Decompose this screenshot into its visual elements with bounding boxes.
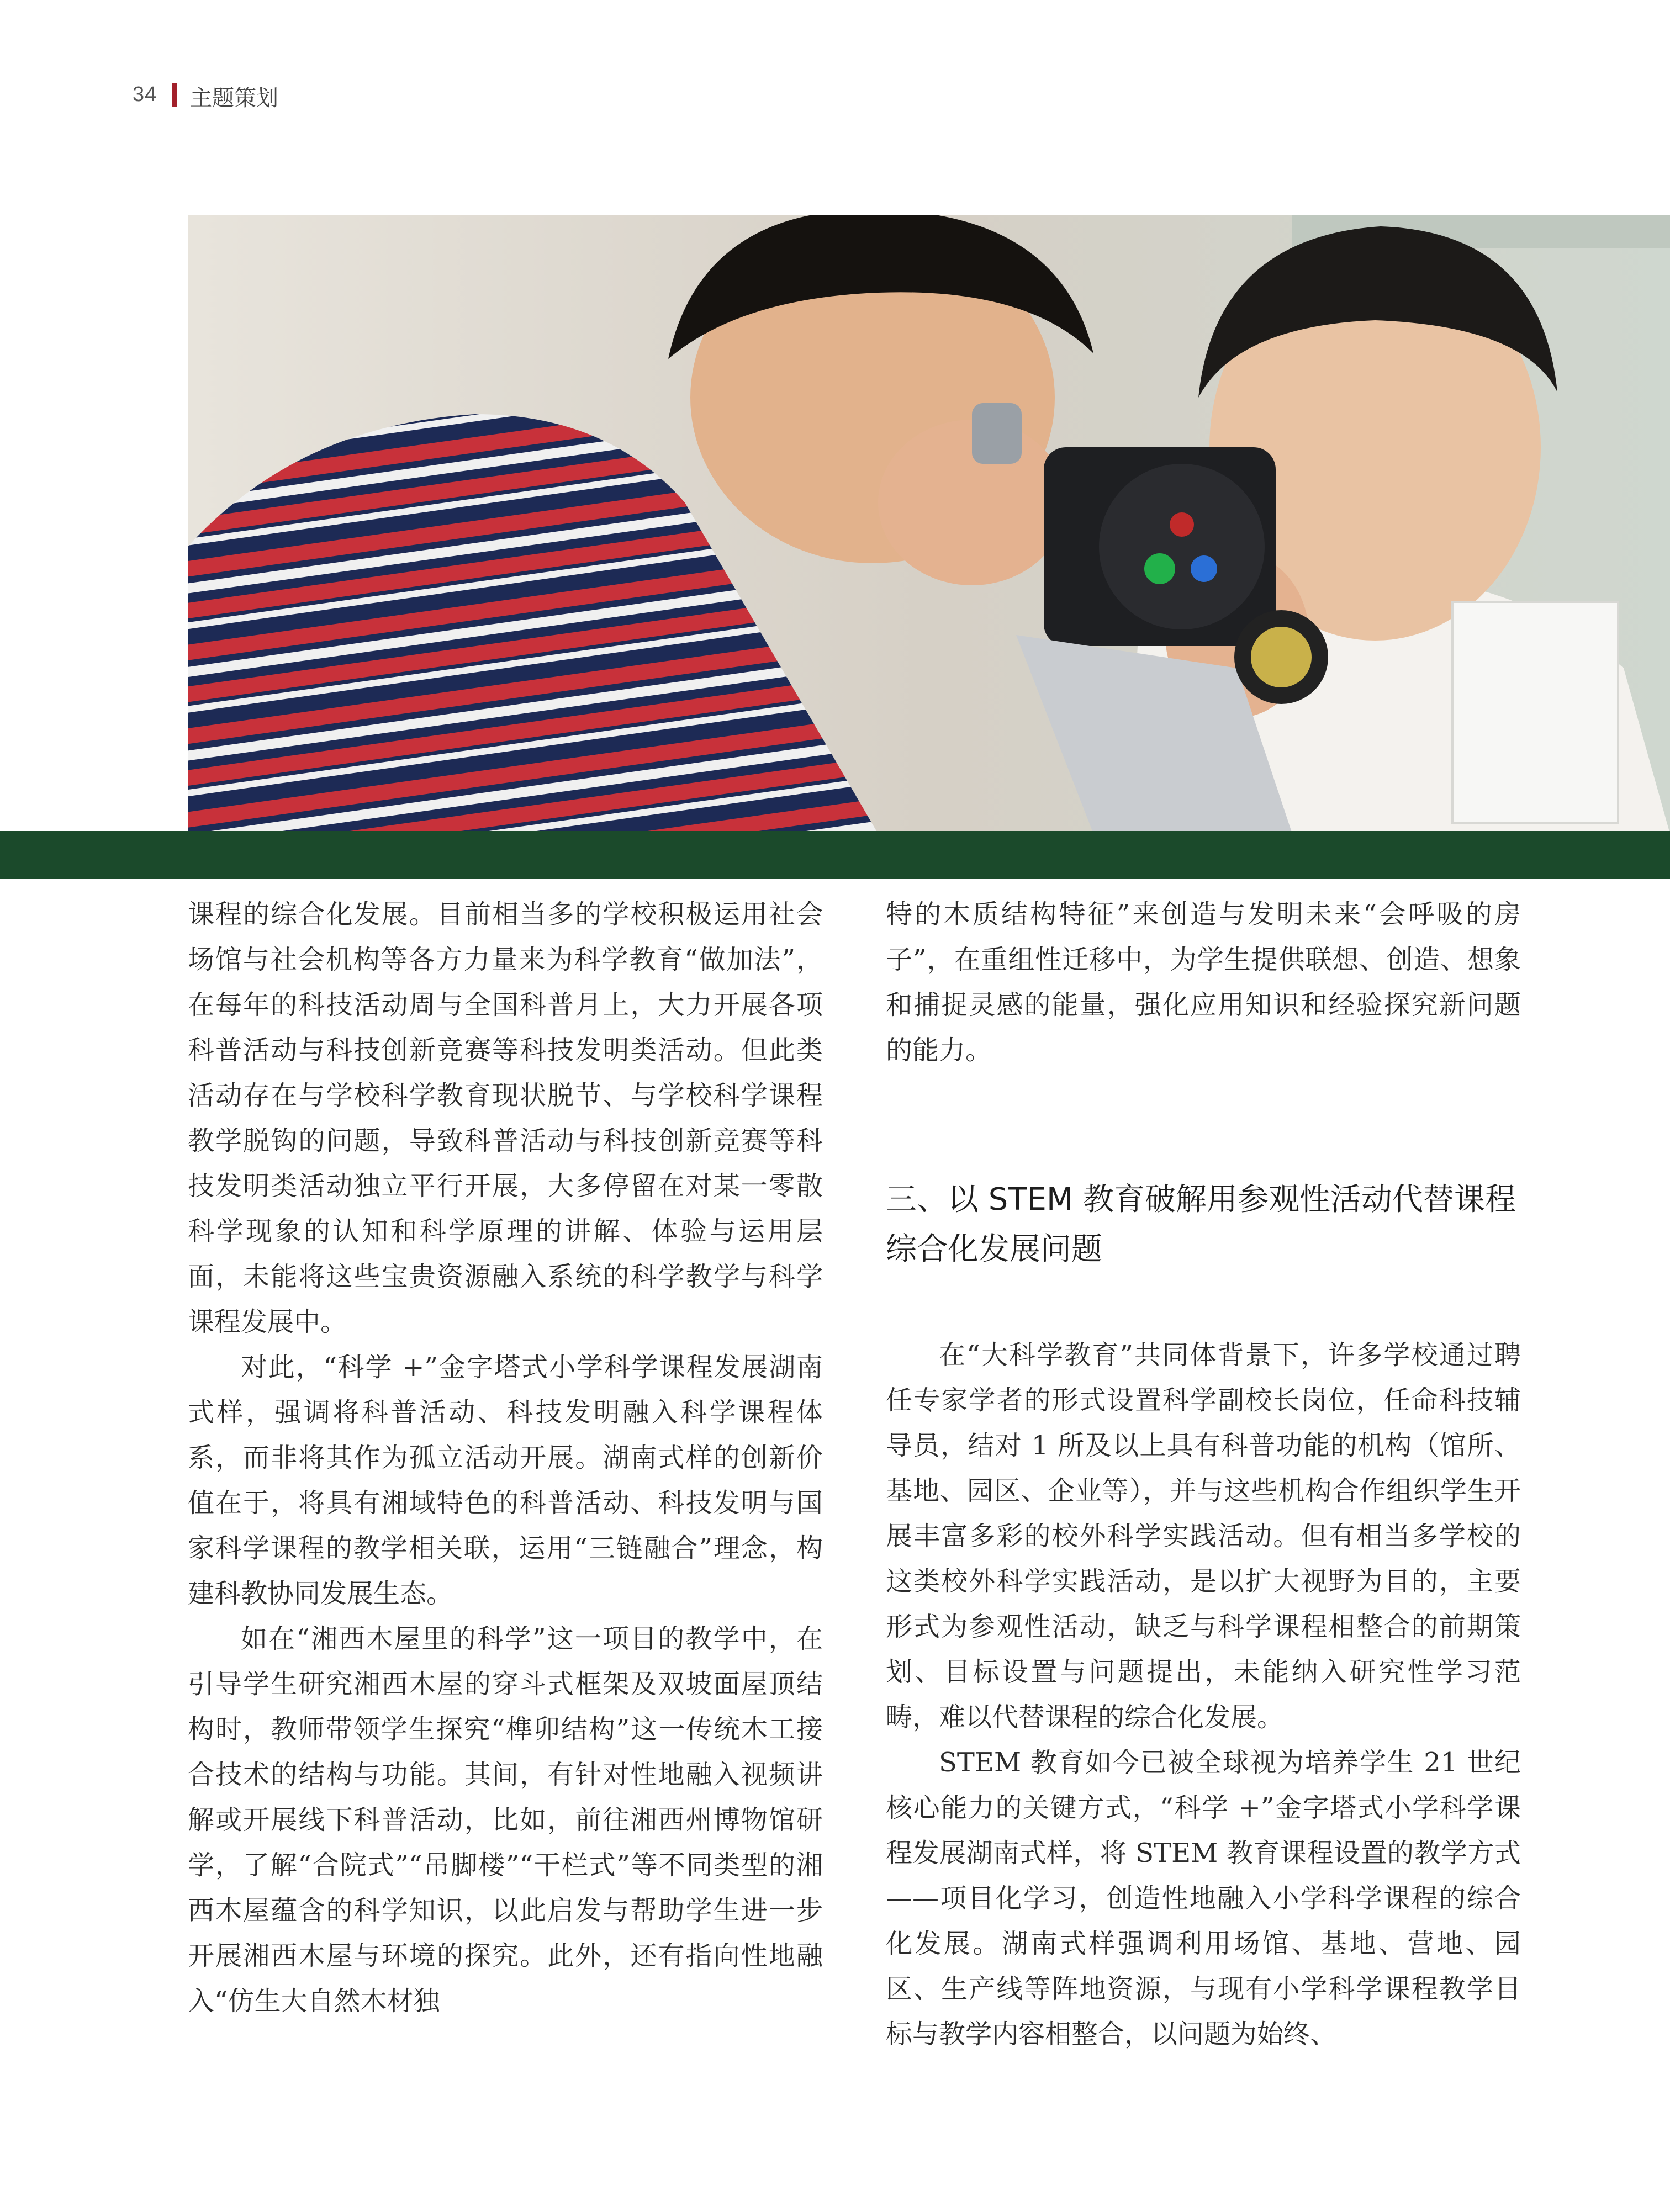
students-microscope-photo [188,215,1670,834]
header-accent-bar [172,83,177,107]
page-number: 34 [133,83,157,106]
paragraph: 课程的综合化发展。目前相当多的学校积极运用社会场馆与社会机构等各方力量来为科学教育“做加法”，在每年的科技活动周与全国科普月上，大力开展各项科普活动与科技创新竞赛等科技发明类活动。但此类活动存在与学校科学教育现状脱节、与学校科学课程教学脱钩的问题，导致科普活动与科技创新竞赛等科技发明类活动独立平行开展，大多停留在对某一零散科学现象的认知和科学原理的讲解、体验与运用层面，未能将这些宝贵资源融入系统的科学教学与科学课程发展中。 [188,899,823,1337]
section-heading: 三、以 STEM 教育破解用参观性活动代替课程综合化发展问题 [886,1182,1516,1267]
paragraph: 在“大科学教育”共同体背景下，许多学校通过聘任专家学者的形式设置科学副校长岗位，任命科技辅导员，结对 1 所及以上具有科普功能的机构（馆所、基地、园区、企业等），并与这些机构合作组织学生开展丰富多彩的校外科学实践活动。但有相当多学校的这类校外科学实践活动，是以扩大视野为目的，主要形式为参观性活动，缺乏与科学课程相整合的前期策划、目标设置与问题提出，未能纳入研究性学习范畴，难以代替课程的综合化发展。 [886,1340,1521,1733]
right-column [886,892,1521,2057]
paragraph: 如在“湘西木屋里的科学”这一项目的教学中，在引导学生研究湘西木屋的穿斗式框架及双坡面屋顶结构时，教师带领学生探究“榫卯结构”这一传统木工接合技术的结构与功能。其间，有针对性地融入视频讲解或开展线下科普活动，比如，前往湘西州博物馆研学，了解“合院式”“吊脚楼”“干栏式”等不同类型的湘西木屋蕴含的科学知识，以此启发与帮助学生进一步开展湘西木屋与环境的探究。此外，还有指向性地融入“仿生大自然木材独 [188,1623,823,2017]
paragraph: STEM 教育如今已被全球视为培养学生 21 世纪核心能力的关键方式，“科学 +”金字塔式小学科学课程发展湖南式样，将 STEM 教育课程设置的教学方式——项目化学习，创造性地融入小学科学课程的综合化发展。湖南式样强调利用场馆、基地、营地、园区、生产线等阵地资源，与现有小学科学课程教学目标与教学内容相整合，以问题为始终、 [886,1747,1521,2050]
left-column [188,892,823,2024]
photo-illustration [188,215,1670,834]
paragraph: 特的木质结构特征”来创造与发明未来“会呼吸的房子”，在重组性迁移中，为学生提供联想、创造、想象和捕捉灵感的能量，强化应用知识和经验探究新问题的能力。 [886,899,1521,1066]
section-label: 主题策划 [190,86,278,111]
green-band [0,831,1670,879]
paragraph: 对此，“科学 +”金字塔式小学科学课程发展湖南式样，强调将科普活动、科技发明融入科学课程体系，而非将其作为孤立活动开展。湖南式样的创新价值在于，将具有湘域特色的科普活动、科技发明与国家科学课程的教学相关联，运用“三链融合”理念，构建科教协同发展生态。 [188,1352,823,1609]
